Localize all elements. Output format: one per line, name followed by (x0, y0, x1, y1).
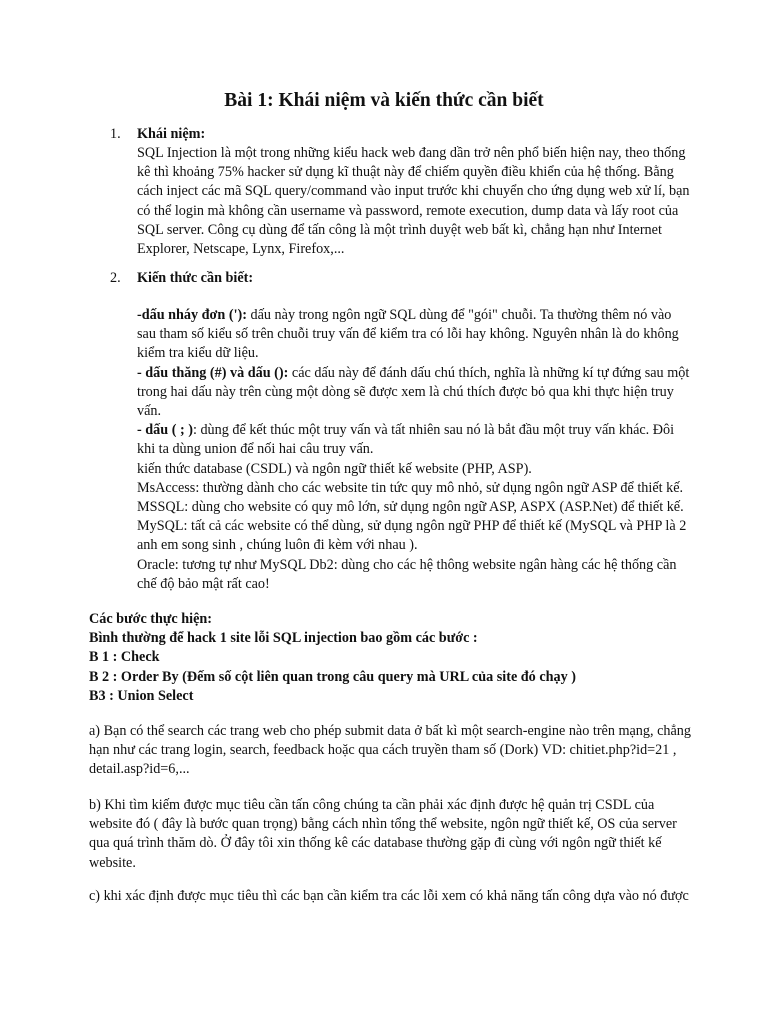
paragraph-b (89, 796, 689, 873)
steps-block (89, 610, 689, 706)
section-1-text (137, 144, 690, 259)
section-2-number: 2. (110, 270, 121, 286)
text-line: Explorer, Netscape, Lynx, Firefox,... (137, 241, 345, 258)
text-run: các dấu này để đánh dấu chú thích, nghĩa là những kí tự đứng sau một (288, 364, 690, 381)
steps-intro: Bình thường để hack 1 site lỗi SQL injection bao gồm các bước : (89, 630, 478, 647)
paragraph-a (89, 722, 689, 780)
text-line: website. (89, 854, 136, 871)
semicolon-label: - dấu ( ; ) (137, 422, 193, 439)
section-2-heading (110, 269, 253, 288)
text-line: MySQL: tất cả các website có thể dùng, sử dụng ngôn ngữ PHP để thiết kế (MySQL và PHP là 2 (137, 518, 687, 535)
text-line: MsAccess: thường dành cho các website tin tức quy mô nhỏ, sử dụng ngôn ngữ ASP để thiết kế. (137, 479, 684, 496)
text-line: c) khi xác định được mục tiêu thì các bạn cần kiểm tra các lỗi xem có khả năng tấn công dựa vào nó được (89, 888, 689, 904)
text-line: Oracle: tương tự như MySQL Db2: dùng cho các hệ thông website ngân hàng các hệ thống cần (137, 556, 677, 573)
text-run: : dùng để kết thúc một truy vấn và tất nhiên sau nó là bắt đầu một truy vấn khác. Đôi (192, 422, 675, 439)
text-line: a) Bạn có thể search các trang web cho phép submit data ở bất kì một search-engine nào trên mạng, chẳng (89, 723, 691, 739)
text-line: cách inject các mã SQL query/command vào input trước khi chuyển cho ứng dụng web xử lí, bạn (137, 183, 690, 200)
text-line: detail.asp?id=6,... (89, 761, 190, 778)
step-1: B 1 : Check (89, 649, 160, 666)
text-line: sau tham số kiểu số trên chuỗi truy vấn để kiểm tra có lỗi hay không. Nguyên nhân là do không (137, 326, 679, 343)
text-line: chế độ bảo mật rất cao! (137, 575, 270, 592)
text-run: dấu này trong ngôn ngữ SQL dùng để "gói" chuỗi. Ta thường thêm nó vào (246, 307, 672, 323)
text-line: khi ta dùng union để nối hai câu truy vấn. (137, 441, 374, 458)
section-1-label: Khái niệm: (137, 126, 206, 142)
text-line: kiến thức database (CSDL) và ngôn ngữ thiết kế website (PHP, ASP). (137, 460, 532, 477)
text-line: vấn. (137, 403, 162, 420)
text-line: kiểm tra kiểu dữ liệu. (137, 345, 259, 362)
hash-label: - dấu thăng (#) và dấu (): (137, 364, 289, 381)
text-line: website đó ( đây là bước quan trọng) bằng cách nhìn tổng thể website, ngôn ngữ thiết kế, OS của server (89, 816, 677, 833)
section-2-label: Kiến thức cần biết: (137, 270, 254, 286)
step-3: B3 : Union Select (89, 687, 194, 704)
steps-heading: Các bước thực hiện: (89, 611, 213, 627)
text-line: kê thì khoảng 75% hacker sử dụng kĩ thuật này để chiếm quyền điều khiển của hệ thống. Bằng (137, 164, 674, 181)
text-line: có thể login mà không cần username và password, remote execution, dump data và lấy root của (137, 202, 679, 219)
text-line (137, 364, 690, 383)
paragraph-c (89, 887, 689, 906)
text-line: SQL server. Công cụ dùng để tấn công là một trình duyệt web bất kì, chẳng hạn như Internet (137, 221, 662, 238)
text-line: hạn như các trang login, search, feedback hoặc qua cách truyền tham số (Dork) VD: chitiet.php?id=21 , (89, 742, 677, 759)
text-line: b) Khi tìm kiếm được mục tiêu cần tấn công chúng ta cần phải xác định được hệ quản trị CSDL của (89, 797, 655, 813)
single-quote-label: -dấu nháy đơn ('): (137, 307, 247, 323)
text-line: anh em song sinh , chúng luôn đi kèm với nhau ). (137, 537, 418, 554)
text-line: qua quá trình thăm dò. Ở đây tôi xin thống kê các database thường gặp đi cùng với ngôn ngữ thiết kế (89, 835, 662, 852)
text-line: SQL Injection là một trong những kiểu hack web đang dần trở nên phổ biến hiện nay, theo thống (137, 145, 686, 161)
section-2-text (137, 306, 690, 594)
text-line (137, 306, 682, 325)
section-1-heading (110, 125, 205, 144)
section-1-number: 1. (110, 126, 121, 142)
page-title: Bài 1: Khái niệm và kiến thức cần biết (224, 90, 544, 111)
text-line (137, 421, 682, 440)
text-line: MSSQL: dùng cho website có quy mô lớn, sử dụng ngôn ngữ ASP, ASPX (ASP.Net) để thiết kế. (137, 499, 684, 516)
step-2: B 2 : Order By (Đếm số cột liên quan trong câu query mà URL của site đó chạy ) (89, 668, 576, 685)
text-line: trong hai dấu này trên cùng một dòng sẽ được xem là chú thích được bỏ qua khi thực hiện truy (137, 383, 674, 400)
